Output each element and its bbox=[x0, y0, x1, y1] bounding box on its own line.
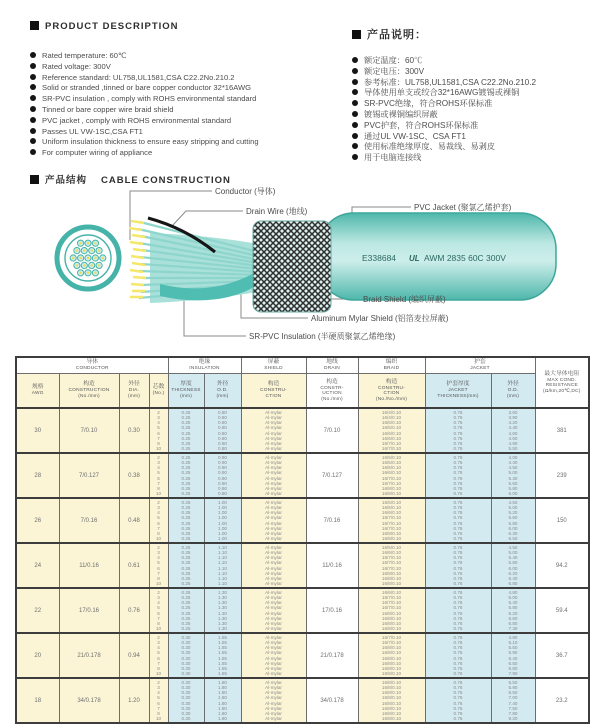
table-cell: 5.50 5.90 6.50 7.00 7.40 7.50 7.80 9.20 bbox=[491, 678, 535, 723]
table-cell: 16/5/0.10 16/6/0.10 16/7/0.10 16/7/0.10 16/7/0.10 16/8/0.10 16/8/0.10 16/8/0.10 bbox=[358, 543, 425, 588]
table-cell: 150 bbox=[535, 498, 589, 543]
bullet-text: For computer wiring of appliance bbox=[42, 148, 153, 158]
sub-header: 厚度 THICKNESS (mm) bbox=[168, 374, 204, 409]
table-cell: Al-mylar Al-mylar Al-mylar Al-mylar Al-mylar Al-mylar Al-mylar Al-mylar bbox=[241, 678, 306, 723]
wire-core-dot bbox=[87, 257, 89, 259]
sub-header: 外径 O.D. (mm) bbox=[491, 374, 535, 409]
bullet-item bbox=[30, 73, 259, 84]
table-cell: 3.60 3.90 4.20 4.40 4.60 4.60 4.90 5.50 bbox=[491, 408, 535, 453]
bullet-dot-icon bbox=[352, 111, 358, 117]
table-cell: 16/5/0.10 16/6/0.10 16/6/0.10 16/7/0.10 16/7/0.10 16/7/0.10 16/8/0.10 16/8/0.10 bbox=[358, 498, 425, 543]
table-row bbox=[16, 588, 589, 633]
table-cell: 16/4/0.10 16/4/0.10 16/5/0.10 16/5/0.10 16/6/0.10 16/6/0.10 16/7/0.10 16/7/0.10 bbox=[358, 408, 425, 453]
table-row bbox=[16, 498, 589, 543]
table-row bbox=[16, 633, 589, 678]
table-cell: 20 bbox=[16, 633, 59, 678]
table-cell: 7/0.16 bbox=[306, 498, 358, 543]
conductor-tips bbox=[129, 221, 146, 297]
bullet-item bbox=[352, 78, 536, 89]
group-header: 导体 CONDUCTOR bbox=[16, 357, 168, 374]
table-cell: 17/0.16 bbox=[306, 588, 358, 633]
table-cell: 0.25 0.25 0.25 0.25 0.25 0.25 0.25 0.25 bbox=[168, 408, 204, 453]
bullet-item bbox=[352, 153, 536, 164]
table-cell: 0.48 bbox=[119, 498, 149, 543]
bullet-text: Tinned or bare copper wire braid shield bbox=[42, 104, 174, 114]
bullet-text: 用于电脑连接线 bbox=[364, 153, 422, 163]
table-cell: 30 bbox=[16, 408, 59, 453]
table-cell: 11/0.16 bbox=[306, 543, 358, 588]
table-cell: 381 bbox=[535, 408, 589, 453]
product-description-title bbox=[30, 21, 179, 32]
product-description-title-text: PRODUCT DESCRIPTION bbox=[45, 21, 179, 32]
wire-core-dot bbox=[91, 249, 93, 251]
bullet-dot-icon bbox=[352, 89, 358, 95]
table-row bbox=[16, 453, 589, 498]
wire-core-dot bbox=[87, 242, 89, 244]
table-cell: 21/0.178 bbox=[306, 633, 358, 678]
table-cell: 0.94 bbox=[119, 633, 149, 678]
bullet-text: PVC护套，符合ROHS环保标准 bbox=[364, 120, 479, 130]
table-cell: Al-mylar Al-mylar Al-mylar Al-mylar Al-mylar Al-mylar Al-mylar Al-mylar bbox=[241, 633, 306, 678]
table-cell: 0.76 0.76 0.76 0.76 0.76 0.76 0.76 0.76 bbox=[425, 633, 491, 678]
cable-construction-title-en: CABLE CONSTRUCTION bbox=[101, 175, 231, 186]
table-cell: 2 3 4 5 6 7 8 10 bbox=[149, 678, 168, 723]
conductor-label: Conductor (导体) bbox=[215, 187, 276, 196]
bullet-text: 参考标准：UL758,UL1581,CSA C22.2No.210.2 bbox=[364, 77, 537, 87]
bullet-item bbox=[352, 56, 536, 67]
sub-header: 外径 O.D. (mm) bbox=[204, 374, 241, 409]
product-description-list bbox=[30, 51, 259, 159]
bullet-item bbox=[30, 83, 259, 94]
table-cell: Al-mylar Al-mylar Al-mylar Al-mylar Al-mylar Al-mylar Al-mylar Al-mylar bbox=[241, 588, 306, 633]
braid-shield-label: Braid Shield (编织屏蔽) bbox=[363, 295, 446, 304]
cable-print bbox=[362, 253, 506, 263]
sub-header: 构造 CONSTRUCTION (No./mm) bbox=[59, 374, 119, 409]
table-row bbox=[16, 543, 589, 588]
pvc-jacket-label: PVC Jacket (聚氯乙烯护套) bbox=[414, 203, 512, 212]
bullet-dot-icon bbox=[30, 84, 36, 90]
table-cell: 0.38 bbox=[119, 453, 149, 498]
aluminum-mylar-label: Aluminum Mylar Shield (铝箔麦拉屏蔽) bbox=[311, 314, 449, 323]
table-cell: 16/7/0.10 16/7/0.10 16/8/0.10 16/8/0.10 16/8/0.10 16/8/0.10 16/8/0.10 16/8/0.10 bbox=[358, 633, 425, 678]
table-cell: 2 3 4 5 6 7 8 10 bbox=[149, 633, 168, 678]
bullet-dot-icon bbox=[30, 128, 36, 134]
bullet-dot-icon bbox=[352, 68, 358, 74]
wire-core-dot bbox=[94, 242, 96, 244]
bullet-dot-icon bbox=[30, 74, 36, 80]
table-cell: 26 bbox=[16, 498, 59, 543]
group-header: 地线 DRAIN bbox=[306, 357, 358, 374]
group-header: 护套 JACKET bbox=[425, 357, 535, 374]
bullet-text: Passes UL VW-1SC,CSA FT1 bbox=[42, 126, 143, 136]
bullet-item bbox=[352, 110, 536, 121]
table-cell: 4.80 5.10 5.50 5.90 6.40 6.50 6.80 7.90 bbox=[491, 633, 535, 678]
bullet-dot-icon bbox=[352, 133, 358, 139]
table-cell: 1.55 1.55 1.55 1.55 1.55 1.55 1.55 1.55 bbox=[204, 633, 241, 678]
bullet-text: 镀锡或裸铜编织屏蔽 bbox=[364, 109, 438, 119]
spec-table-header bbox=[16, 357, 589, 408]
sub-header: 构造 CONSTRU- CTION (No./No./mm) bbox=[358, 374, 425, 409]
bullet-text: Rated temperature: 60℃ bbox=[42, 51, 127, 60]
sub-header: 外径 DIA. (mm) bbox=[119, 374, 149, 409]
table-cell: 16/5/0.10 16/5/0.10 16/6/0.10 16/6/0.10 16/7/0.10 16/7/0.10 16/8/0.10 16/8/0.10 bbox=[358, 453, 425, 498]
bullet-text: Rated voltage: 300V bbox=[42, 61, 111, 71]
bullet-item bbox=[30, 148, 259, 159]
table-cell: 23.2 bbox=[535, 678, 589, 723]
bullet-dot-icon bbox=[30, 149, 36, 155]
bullet-item bbox=[30, 127, 259, 138]
section-square-icon bbox=[352, 30, 361, 39]
table-cell: 28 bbox=[16, 453, 59, 498]
sub-header: 构造 CONSTRU- CTION bbox=[241, 374, 306, 409]
cross-section bbox=[57, 227, 119, 289]
svg-text:E338684: E338684 bbox=[362, 253, 397, 263]
bullet-dot-icon bbox=[352, 57, 358, 63]
table-cell: 0.25 0.25 0.25 0.25 0.25 0.25 0.25 0.25 bbox=[168, 588, 204, 633]
table-cell: 1.30 1.30 1.30 1.30 1.30 1.30 1.30 1.30 bbox=[204, 588, 241, 633]
drain-wire-label: Drain Wire (地线) bbox=[246, 207, 308, 216]
table-cell: 0.25 0.25 0.25 0.25 0.25 0.25 0.25 0.25 bbox=[168, 498, 204, 543]
svg-text:UL: UL bbox=[409, 254, 420, 263]
sub-header: 芯数 (No.) bbox=[149, 374, 168, 409]
sub-header: 规格 AWG bbox=[16, 374, 59, 409]
table-cell: 4.00 4.30 4.50 5.00 5.30 5.60 5.80 6.00 bbox=[491, 453, 535, 498]
table-row bbox=[16, 678, 589, 723]
product-notes-title-text: 产品说明： bbox=[367, 29, 427, 41]
group-header: 编织 BRAID bbox=[358, 357, 425, 374]
bullet-text: 额定温度：60℃ bbox=[364, 56, 423, 65]
bullet-dot-icon bbox=[352, 154, 358, 160]
bullet-item bbox=[352, 67, 536, 78]
bullet-dot-icon bbox=[30, 63, 36, 69]
table-cell: 7/0.127 bbox=[306, 453, 358, 498]
table-cell: 16/8/0.10 16/8/0.10 16/8/0.10 16/8/0.10 16/8/0.10 16/8/0.10 16/8/0.10 16/8/0.10 bbox=[358, 678, 425, 723]
resistance-header: 最大导体电阻 MAX COND. RESISTANCE (Ω/km,20℃,DC) bbox=[535, 357, 589, 408]
bullet-text: SR-PVC insulation , comply with ROHS environmental standard bbox=[42, 94, 257, 104]
product-notes-title bbox=[352, 26, 427, 42]
table-cell: 0.76 0.76 0.76 0.76 0.76 0.76 0.76 0.76 bbox=[425, 498, 491, 543]
bullet-text: 导体使用单支或绞合32*16AWG镀锡或裸铜 bbox=[364, 88, 520, 98]
bullet-text: Uniform insulation thickness to ensure easy stripping and cutting bbox=[42, 137, 259, 147]
wire-core-dot bbox=[76, 264, 78, 266]
bullet-dot-icon bbox=[30, 138, 36, 144]
table-cell: 4.80 5.00 5.40 5.80 6.20 6.60 6.80 7.30 bbox=[491, 588, 535, 633]
bullet-text: Solid or stranded ,tinned or bare copper conductor 32*16AWG bbox=[42, 83, 252, 93]
sr-pvc-insulation-label: SR-PVC Insulation (半硬质聚氯乙烯绝缘) bbox=[249, 332, 396, 341]
table-cell: 1.20 bbox=[119, 678, 149, 723]
table-cell: 7/0.10 bbox=[306, 408, 358, 453]
spec-table bbox=[15, 356, 590, 724]
table-cell: 4.50 5.00 5.20 5.60 5.80 6.00 6.30 6.50 bbox=[491, 498, 535, 543]
bullet-item bbox=[352, 99, 536, 110]
section-square-icon bbox=[30, 21, 39, 30]
table-cell: 0.25 0.25 0.25 0.25 0.25 0.25 0.25 0.25 bbox=[168, 453, 204, 498]
bullet-item bbox=[30, 137, 259, 148]
wire-core-dot bbox=[87, 272, 89, 274]
bullet-text: 额定电压：300V bbox=[364, 66, 425, 76]
table-cell: Al-mylar Al-mylar Al-mylar Al-mylar Al-mylar Al-mylar Al-mylar Al-mylar bbox=[241, 408, 306, 453]
bullet-text: Reference standard: UL758,UL1581,CSA C22.2No.210.2 bbox=[42, 72, 235, 82]
wire-core-dot bbox=[79, 272, 81, 274]
cable-construction-title-cn: 产品结构 bbox=[45, 175, 88, 186]
table-cell: 24 bbox=[16, 543, 59, 588]
table-cell: 0.30 bbox=[119, 408, 149, 453]
table-cell: 1.00 1.00 1.00 1.00 1.00 1.00 1.00 1.00 bbox=[204, 498, 241, 543]
bullet-dot-icon bbox=[30, 95, 36, 101]
svg-text:AWM 2835 60C 300V: AWM 2835 60C 300V bbox=[424, 253, 506, 263]
table-cell: 94.2 bbox=[535, 543, 589, 588]
bullet-item bbox=[352, 88, 536, 99]
table-cell: 59.4 bbox=[535, 588, 589, 633]
bullet-text: PVC jacket , comply with ROHS environmental standard bbox=[42, 115, 232, 125]
bullet-dot-icon bbox=[30, 117, 36, 123]
bullet-item bbox=[352, 121, 536, 132]
table-cell: Al-mylar Al-mylar Al-mylar Al-mylar Al-mylar Al-mylar Al-mylar Al-mylar bbox=[241, 498, 306, 543]
group-header: 屏蔽 SHIELD bbox=[241, 357, 306, 374]
wire-core-dot bbox=[94, 272, 96, 274]
table-cell: 0.30 0.30 0.30 0.30 0.30 0.30 0.30 0.30 bbox=[168, 678, 204, 723]
table-cell: 239 bbox=[535, 453, 589, 498]
table-cell: 0.30 0.30 0.30 0.30 0.30 0.30 0.30 0.30 bbox=[168, 633, 204, 678]
table-cell: 11/0.16 bbox=[59, 543, 119, 588]
table-cell: 2 3 4 5 6 7 8 10 bbox=[149, 453, 168, 498]
table-cell: 16/6/0.10 16/7/0.10 16/7/0.10 16/7/0.10 16/8/0.10 16/8/0.10 16/8/0.10 16/8/0.10 bbox=[358, 588, 425, 633]
table-cell: 0.76 0.76 0.76 0.76 0.76 0.76 0.76 0.76 bbox=[425, 678, 491, 723]
bullet-dot-icon bbox=[30, 52, 36, 58]
table-cell: 7/0.16 bbox=[59, 498, 119, 543]
bullet-item bbox=[352, 132, 536, 143]
table-cell: 17/0.16 bbox=[59, 588, 119, 633]
table-cell: 0.76 0.76 0.76 0.76 0.76 0.76 0.76 0.76 bbox=[425, 543, 491, 588]
wire-core-dot bbox=[83, 264, 85, 266]
table-cell: 0.76 0.76 0.76 0.76 0.76 0.76 0.76 0.76 bbox=[425, 453, 491, 498]
bullet-item bbox=[30, 94, 259, 105]
wire-core-dot bbox=[72, 257, 74, 259]
wire-core-dot bbox=[79, 257, 81, 259]
table-cell: 7/0.10 bbox=[59, 408, 119, 453]
table-cell: 0.25 0.25 0.25 0.25 0.25 0.25 0.25 0.25 bbox=[168, 543, 204, 588]
wire-core-dot bbox=[98, 264, 100, 266]
bullet-text: 使用标准绝缘厚度、易裁线、易剥皮 bbox=[364, 142, 496, 152]
braid-shield-shape bbox=[253, 221, 331, 312]
wire-core-dot bbox=[102, 257, 104, 259]
bullet-dot-icon bbox=[352, 122, 358, 128]
table-cell: 2 3 4 5 6 7 8 10 bbox=[149, 588, 168, 633]
table-cell: 2 3 4 5 6 7 8 10 bbox=[149, 498, 168, 543]
bullet-dot-icon bbox=[30, 106, 36, 112]
wire-core-dot bbox=[91, 264, 93, 266]
table-cell: 1.80 1.80 1.80 1.80 1.80 1.80 1.80 1.80 bbox=[204, 678, 241, 723]
bullet-dot-icon bbox=[352, 79, 358, 85]
table-cell: 22 bbox=[16, 588, 59, 633]
wire-core-dot bbox=[79, 242, 81, 244]
bullet-dot-icon bbox=[352, 100, 358, 106]
table-cell: 0.90 0.90 0.90 0.90 0.90 0.90 0.90 0.90 bbox=[204, 453, 241, 498]
wire-core-dot bbox=[94, 257, 96, 259]
table-cell: 21/0.178 bbox=[59, 633, 119, 678]
sub-header: 护套厚度 JACKET THICKNESS(mm) bbox=[425, 374, 491, 409]
table-cell: 7/0.127 bbox=[59, 453, 119, 498]
bullet-item bbox=[352, 142, 536, 153]
table-row bbox=[16, 408, 589, 453]
table-cell: 1.10 1.10 1.10 1.10 1.10 1.10 1.10 1.10 bbox=[204, 543, 241, 588]
product-notes-list bbox=[352, 56, 536, 164]
spec-table-body bbox=[16, 408, 589, 723]
bullet-item bbox=[30, 116, 259, 127]
group-header: 绝缘 INSULATION bbox=[168, 357, 241, 374]
table-cell: Al-mylar Al-mylar Al-mylar Al-mylar Al-mylar Al-mylar Al-mylar Al-mylar bbox=[241, 453, 306, 498]
bullet-item bbox=[30, 105, 259, 116]
table-cell: 4.50 5.00 5.40 5.80 6.00 6.20 6.40 6.80 bbox=[491, 543, 535, 588]
bullet-item bbox=[30, 51, 259, 62]
table-cell: 0.76 0.76 0.76 0.76 0.76 0.76 0.76 0.76 bbox=[425, 588, 491, 633]
table-cell: 18 bbox=[16, 678, 59, 723]
bullet-item bbox=[30, 62, 259, 73]
table-cell: 2 3 4 5 6 7 8 10 bbox=[149, 408, 168, 453]
table-cell: Al-mylar Al-mylar Al-mylar Al-mylar Al-mylar Al-mylar Al-mylar Al-mylar bbox=[241, 543, 306, 588]
sub-header: 构造 CONSTR- UCTION (No./mm) bbox=[306, 374, 358, 409]
table-cell: 36.7 bbox=[535, 633, 589, 678]
table-cell: 0.80 0.80 0.80 0.80 0.80 0.80 0.80 0.80 bbox=[204, 408, 241, 453]
table-cell: 2 3 4 5 6 7 8 10 bbox=[149, 543, 168, 588]
table-cell: 0.76 bbox=[119, 588, 149, 633]
wire-core-dot bbox=[76, 249, 78, 251]
bullet-text: 通过UL VW-1SC、CSA FT1 bbox=[364, 131, 466, 141]
bullet-dot-icon bbox=[352, 143, 358, 149]
table-cell: 34/0.178 bbox=[306, 678, 358, 723]
table-cell: 34/0.178 bbox=[59, 678, 119, 723]
bullet-text: SR-PVC绝缘，符合ROHS环保标准 bbox=[364, 99, 493, 109]
table-cell: 0.76 0.76 0.76 0.76 0.76 0.76 0.76 0.76 bbox=[425, 408, 491, 453]
wire-core-dot bbox=[98, 249, 100, 251]
wire-core-dot bbox=[83, 249, 85, 251]
table-cell: 0.61 bbox=[119, 543, 149, 588]
